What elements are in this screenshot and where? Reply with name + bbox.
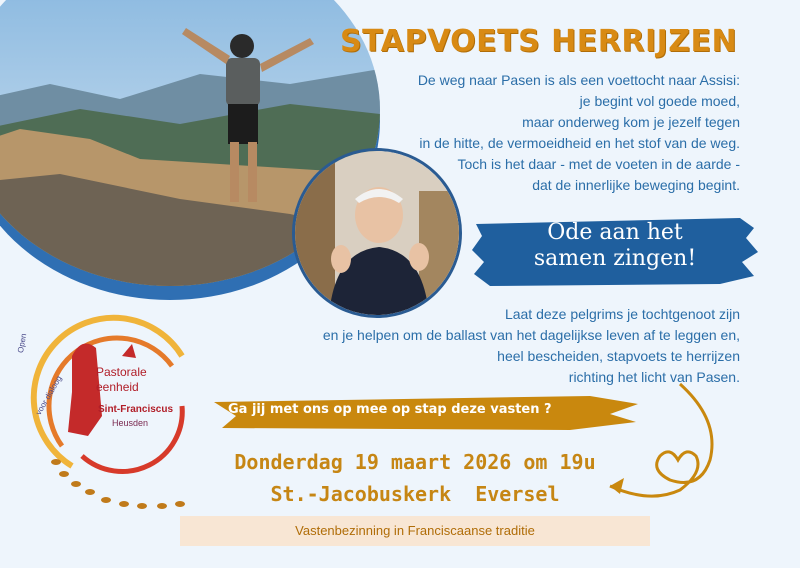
body-line: en je helpen om de ballast van het dagelijkse leven af te leggen en, bbox=[322, 327, 740, 343]
ode-line: Ode aan het bbox=[547, 220, 683, 245]
body-line: heel bescheiden, stapvoets te herrijzen bbox=[497, 348, 740, 364]
logo-text: eenheid bbox=[96, 380, 139, 394]
footprints-icon bbox=[46, 450, 196, 520]
intro-line: je begint vol goede moed, bbox=[579, 93, 740, 109]
poster-title: STAPVOETS HERRIJZEN bbox=[340, 24, 738, 59]
logo-name: Sint-Franciscus bbox=[98, 404, 174, 415]
event-date: Donderdag 19 maart 2026 om 19u bbox=[234, 450, 596, 474]
footer-text: Vastenbezinning in Franciscaanse traditie bbox=[295, 523, 535, 538]
event-location: St.-Jacobuskerk Eversel bbox=[270, 482, 560, 506]
body-line: richting het licht van Pasen. bbox=[568, 369, 740, 385]
intro-line: De weg naar Pasen is als een voettocht naar Assisi: bbox=[417, 72, 740, 88]
body-line: Laat deze pelgrims je tochtgenoot zijn bbox=[504, 306, 740, 322]
intro-line: maar onderweg kom je jezelf tegen bbox=[522, 114, 740, 130]
question-text: Ga jij met ons op mee op stap deze vasten ? bbox=[228, 402, 552, 417]
heart-arrow-icon bbox=[600, 380, 730, 510]
logo-town: Heusden bbox=[112, 418, 149, 428]
logo-arc-text: voor dialoog bbox=[34, 374, 64, 417]
intro-line: dat de innerlijke beweging begint. bbox=[532, 177, 740, 193]
ode-line: samen zingen! bbox=[533, 246, 697, 271]
logo-text: Pastorale bbox=[96, 365, 147, 379]
intro-line: Toch is het daar - met de voeten in de aarde - bbox=[457, 156, 740, 172]
portrait-photo bbox=[292, 148, 462, 318]
intro-line: in de hitte, de vermoeidheid en het stof van de weg. bbox=[419, 135, 740, 151]
ode-heading bbox=[470, 220, 760, 272]
logo-arc-text: Open bbox=[16, 332, 29, 354]
